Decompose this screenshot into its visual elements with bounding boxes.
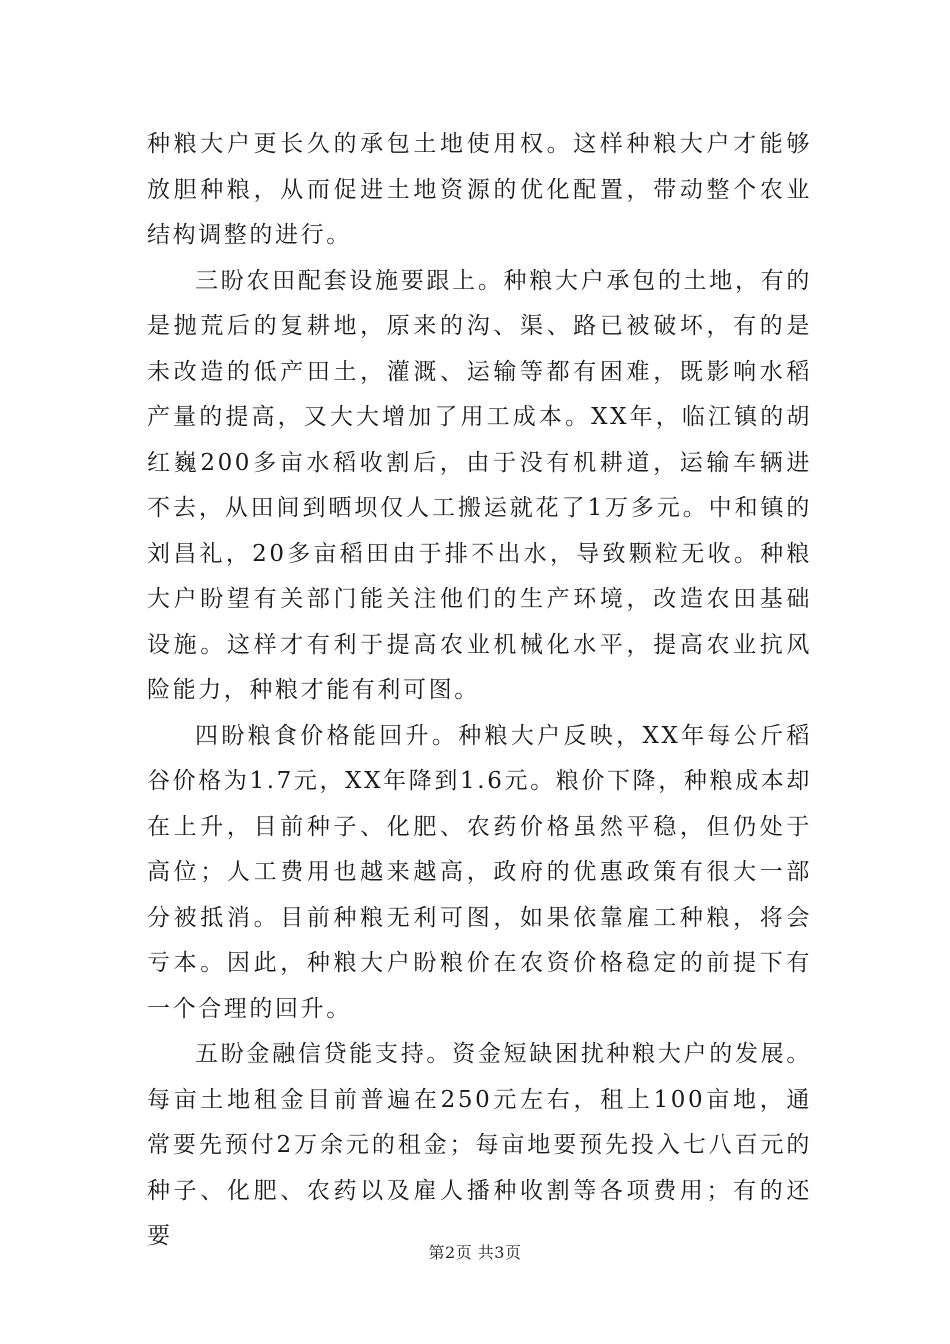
paragraph-2: 三盼农田配套设施要跟上。种粮大户承包的土地，有的是抛荒后的复耕地，原来的沟、渠、路已被破坏，有的是未改造的低产田土，灌溉、运输等都有困难，既影响水稻产量的提高，又大大增加了用工成本。XX年，临江镇的胡红巍200多亩水稻收割后，由于没有机耕道，运输车辆进不去，从田间到晒坝仅人工搬运就花了1万多元。中和镇的刘昌礼，20多亩稻田由于排不出水，导致颗粒无收。种粮大户盼望有关部门能关注他们的生产环境，改造农田基础设施。这样才有利于提高农业机械化水平，提高农业抗风险能力，种粮才能有利可图。 xyxy=(147,267,812,703)
paragraph-4: 五盼金融信贷能支持。资金短缺困扰种粮大户的发展。每亩土地租金目前普遍在250元左右，租上100亩地，通常要先预付2万余元的租金；每亩地要预先投入七八百元的种子、化肥、农药以及雇人播种收割等各项费用；有的还要 xyxy=(147,1041,812,1249)
document-body xyxy=(147,122,812,1260)
paragraph-1: 种粮大户更长久的承包土地使用权。这样种粮大户才能够放胆种粮，从而促进土地资源的优化配置，带动整个农业结构调整的进行。 xyxy=(147,131,812,248)
paragraph-3: 四盼粮食价格能回升。种粮大户反映，XX年每公斤稻谷价格为1.7元，XX年降到1.6元。粮价下降，种粮成本却在上升，目前种子、化肥、农药价格虽然平稳，但仍处于高位；人工费用也越来越高，政府的优惠政策有很大一部分被抵消。目前种粮无利可图，如果依靠雇工种粮，将会亏本。因此，种粮大户盼粮价在农资价格稳定的前提下有一个合理的回升。 xyxy=(147,722,812,1022)
page-number-footer: 第2页 共3页 xyxy=(428,1243,522,1262)
